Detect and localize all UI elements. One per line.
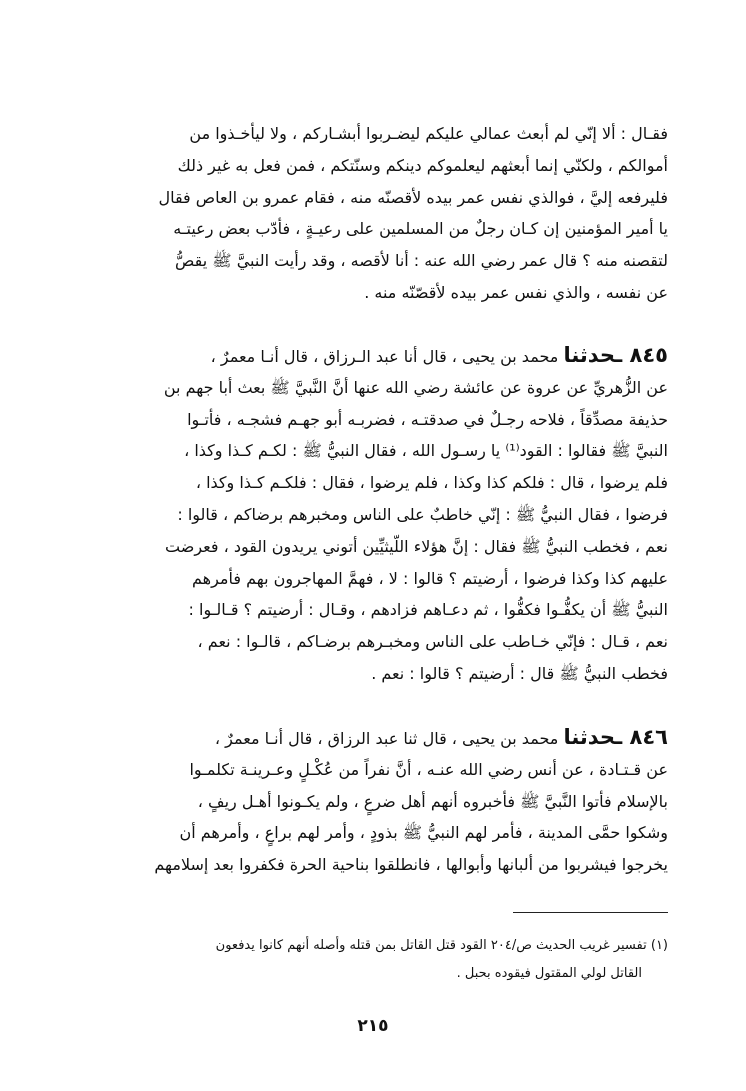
text-line: نعم ، فخطب النبيُّ ﷺ فقال : إنَّ هؤلاء اللّيثيِّين أتوني يريدون القود ، فعرضت xyxy=(165,536,668,556)
footnote-line: (١) تفسير غريب الحديث ص/٢٠٤ القود قتل القاتل بمن قتله وأصله أنهم كانوا يدفعون xyxy=(215,938,668,953)
text-line: حذيفة مصدِّقاً ، فلاحه رجـلٌ في صدقتـه ، فضربـه أبو جهـم فشجـه ، فأتـوا xyxy=(187,409,668,429)
hadith-first-line xyxy=(70,340,668,372)
text-line: يخرجوا فيشربوا من ألبانها وأبوالها ، فانطلقوا بناحية الحرة فكفروا بعد إسلامهم xyxy=(154,855,668,875)
hadith-number: ٨٤٥ ـ xyxy=(615,343,668,367)
footnote-line: القاتل لولي المقتول فيقوده بحبل . xyxy=(456,966,642,981)
text-line: عن الزُّهريِّ عن عروة عن عائشة رضي الله عنها أنَّ النَّبيَّ ﷺ بعث أبا جهم بن xyxy=(163,377,668,397)
hadith-first-line-text: محمد بن يحيى ، قال ثنا عبد الرزاق ، قال أنـا معمرٌ ، xyxy=(214,729,564,748)
page-number: ٢١٥ xyxy=(357,1016,389,1036)
hadith-first-line-text: محمد بن يحيى ، قال أنا عبد الـرزاق ، قال أنـا معمرٌ ، xyxy=(210,347,564,366)
text-line: النبيَّ ﷺ فقالوا : القود⁽¹⁾ يا رسـول الله ، فقال النبيُّ ﷺ : لكـم كـذا وكذا ، xyxy=(184,441,668,461)
hadith-first-line xyxy=(70,722,668,754)
footnote-divider xyxy=(513,912,668,913)
haddathana-keyword: حدثنا xyxy=(563,343,616,367)
text-line: فقـال : ألا إنّي لم أبعث عمالي عليكم ليضـربوا أبشـاركم ، ولا ليأخـذوا من xyxy=(189,124,668,143)
hadith-number: ٨٤٦ ـ xyxy=(615,725,668,749)
haddathana-keyword: حدثنا xyxy=(563,725,616,749)
text-line: فرضوا ، فقال النبيُّ ﷺ : إنّي خاطبٌ على الناس ومخبرهم برضاكم ، قالوا : xyxy=(177,504,668,524)
hadith-845 xyxy=(70,340,668,690)
text-line: يا أمير المؤمنين إن كـان رجلٌ من المسلمين على رعيـةٍ ، فأدّب بعض رعيتـه xyxy=(173,219,668,239)
paragraph-continuation xyxy=(70,118,668,309)
hadith-846 xyxy=(70,722,668,881)
text-line: فلم يرضوا ، قال : فلكم كذا وكذا ، فلم يرضوا ، فقال : فلكـم كـذا وكذا ، xyxy=(195,473,668,493)
text-line: فخطب النبيُّ ﷺ قال : أرضيتم ؟ قالوا : نعم . xyxy=(371,663,668,683)
text-line: عن نفسه ، والذي نفس عمر بيده لأقصّنّه منه . xyxy=(364,282,668,302)
text-line: لتقصنه منه ؟ قال عمر رضي الله عنه : أنا لأقصه ، وقد رأيت النبيَّ ﷺ يقصُّ xyxy=(175,251,668,271)
text-line: عليهم كذا وكذا فرضوا ، أرضيتم ؟ قالوا : لا ، فهمَّ المهاجرون بهم فأمرهم xyxy=(192,568,668,588)
text-line: عن قـتـادة ، عن أنس رضي الله عنـه ، أنَّ نفراً من عُكْـلٍ وعـرينـة تكلمـوا xyxy=(189,759,668,779)
text-line: أموالكم ، ولكنّي إنما أبعثهم ليعلموكم دينكم وسنّتكم ، فمن فعل به غير ذلك xyxy=(177,155,668,175)
text-line: نعم ، قـال : فإنّي خـاطب على الناس ومخبـرهم برضـاكم ، قالـوا : نعم ، xyxy=(197,632,668,652)
text-line: النبيُّ ﷺ أن يكفُّـوا فكفُّوا ، ثم دعـاهم فزادهم ، وقـال : أرضيتم ؟ قـالـوا : xyxy=(188,600,668,620)
text-line: فليرفعه إليَّ ، فوالذي نفس عمر بيده لأقصنّه منه ، فقام عمرو بن العاص فقال xyxy=(158,187,668,207)
footnote xyxy=(70,932,668,988)
text-line: وشكوا حمَّى المدينة ، فأمر لهم النبيُّ ﷺ بذودٍ ، وأمر لهم براعٍ ، وأمرهم أن xyxy=(179,823,668,843)
text-line: بالإسلام فأتوا النَّبيَّ ﷺ فأخبروه أنهم أهل ضرعٍ ، ولم يكـونوا أهـل ريفٍ ، xyxy=(197,791,668,811)
